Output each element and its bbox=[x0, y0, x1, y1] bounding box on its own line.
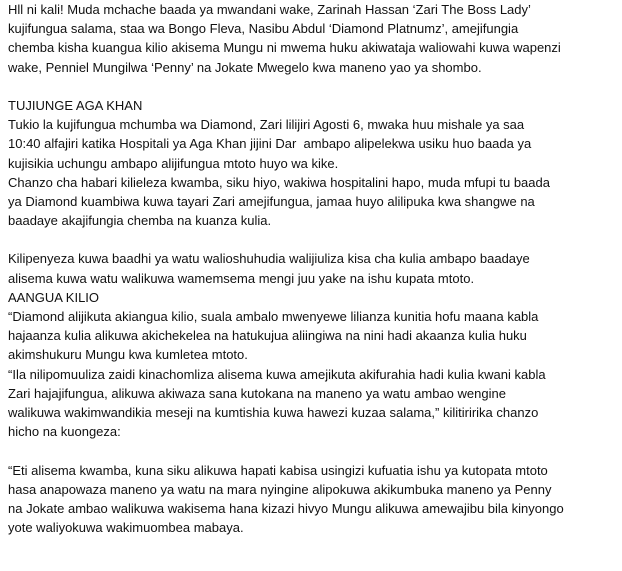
spacer bbox=[8, 230, 614, 249]
text-line: hajaanza kulia alikuwa akichekelea na hatukujua aliingiwa na nini hadi akaanza kulia huku bbox=[8, 328, 527, 344]
text-line: “Ila nilipomuuliza zaidi kinachomliza alisema kuwa amejikuta akifurahia hadi kulia kwani kabla bbox=[8, 366, 546, 382]
text-line: baadaye akajifungia chemba na kuanza kulia. bbox=[8, 213, 272, 229]
text-line: wake, Penniel Mungilwa ‘Penny’ na Jokate Mwegelo kwa maneno yao ya shombo. bbox=[8, 59, 482, 75]
text-line: hasa anapowaza maneno ya watu na mara nyingine alipokuwa akikumbuka maneno ya Penny bbox=[8, 481, 552, 497]
intro-paragraph bbox=[8, 0, 614, 77]
paragraph bbox=[8, 249, 614, 287]
text-line: chemba kisha kuangua kilio akisema Mungu ni mwema huku akiwataja waliowahi kuwa wapenzi bbox=[8, 40, 561, 56]
text-line: walikuwa wakimwandikia meseji na kumtishia kuwa hawezi kuzaa salama,” kilitiririka chanzo bbox=[8, 404, 539, 420]
paragraph bbox=[8, 173, 614, 231]
section-heading-aangua-kilio: AANGUA KILIO bbox=[8, 289, 100, 305]
paragraph bbox=[8, 307, 614, 365]
text-line: Hll ni kali! Muda mchache baada ya mwandani wake, Zarinah Hassan ‘Zari The Boss Lady’ bbox=[8, 2, 531, 17]
text-line: alisema kuwa watu walikuwa wamemsema mengi juu yake na ishu kupata mtoto. bbox=[8, 270, 475, 286]
text-line: yote waliyokuwa wakimuombea mabaya. bbox=[8, 520, 244, 536]
text-line: 10:40 alfajiri katika Hospitali ya Aga Khan jijini Dar ambapo alipelekwa usiku huo baada ya bbox=[8, 136, 532, 152]
text-line: kujifungua salama, staa wa Bongo Fleva, Nasibu Abdul ‘Diamond Platnumz’, amejifungia bbox=[8, 21, 519, 37]
article-body bbox=[8, 0, 614, 537]
paragraph bbox=[8, 115, 614, 173]
text-line: Tukio la kujifungua mchumba wa Diamond, Zari lilijiri Agosti 6, mwaka huu mishale ya saa bbox=[8, 117, 525, 133]
text-line: Chanzo cha habari kilieleza kwamba, siku hiyo, wakiwa hospitalini hapo, muda mfupi tu baada bbox=[8, 174, 550, 190]
text-line: kujisikia uchungu ambapo alijifungua mtoto huyo wa kike. bbox=[8, 155, 339, 171]
paragraph bbox=[8, 461, 614, 538]
text-line: “Eti alisema kwamba, kuna siku alikuwa hapati kabisa usingizi kufuatia ishu ya kutopata mtoto bbox=[8, 462, 548, 478]
spacer bbox=[8, 441, 614, 460]
text-line: hicho na kuongeza: bbox=[8, 424, 121, 440]
spacer bbox=[8, 77, 614, 96]
text-line: na Jokate ambao walikuwa wakisema hana kizazi hivyo Mungu alikuwa amewajibu bila kinyongo bbox=[8, 500, 564, 516]
paragraph bbox=[8, 365, 614, 442]
text-line: ya Diamond kuambiwa kuwa tayari Zari amejifungua, jamaa huyo alilipuka kwa shangwe na bbox=[8, 193, 535, 209]
text-line: akimshukuru Mungu kwa kumletea mtoto. bbox=[8, 347, 248, 363]
section-heading-tujiunge: TUJIUNGE AGA KHAN bbox=[8, 97, 143, 113]
text-line: “Diamond alijikuta akiangua kilio, suala ambalo mwenyewe lilianza kunitia hofu maana kabla bbox=[8, 309, 539, 324]
text-line: Zari hajajifungua, alikuwa akiwaza sana kutokana na maneno ya watu ambao wengine bbox=[8, 385, 506, 401]
text-line: Kilipenyeza kuwa baadhi ya watu walioshuhudia walijiuliza kisa cha kulia ambapo baadaye bbox=[8, 251, 530, 267]
